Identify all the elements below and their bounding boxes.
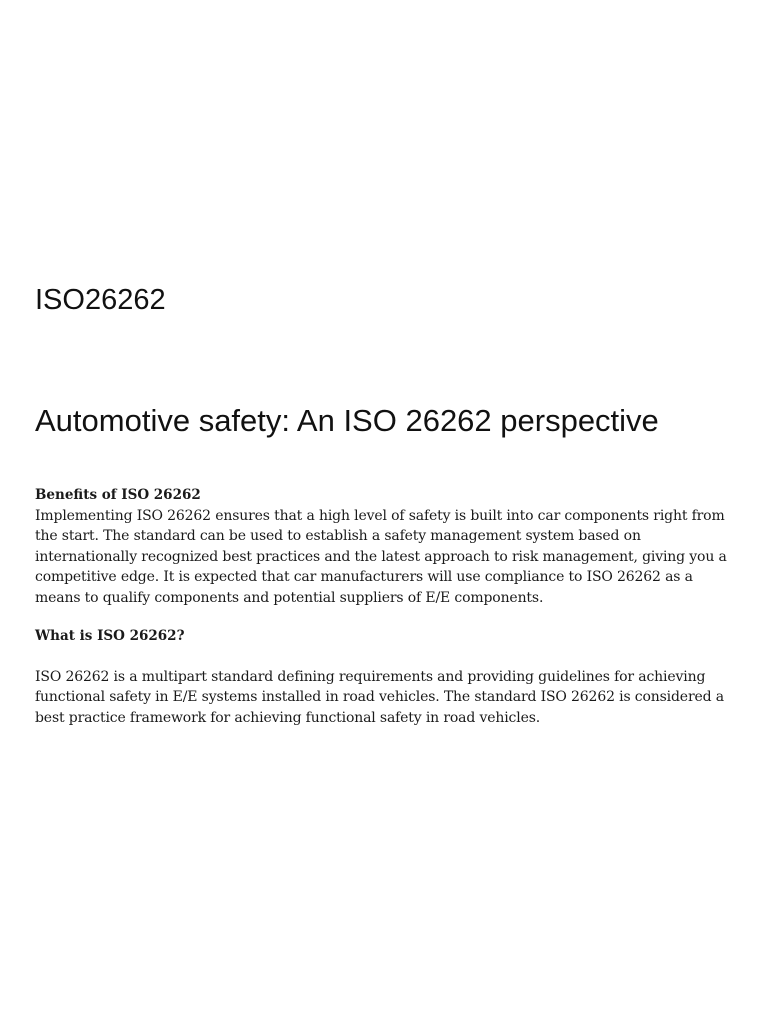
spacer	[35, 608, 740, 626]
section-benefits	[35, 485, 740, 608]
section-heading: What is ISO 26262?	[35, 628, 185, 644]
section-heading: Benefits of ISO 26262	[35, 487, 201, 503]
page-subtitle: Automotive safety: An ISO 26262 perspective	[35, 403, 659, 438]
section-what-is	[35, 626, 740, 728]
section-paragraph: Implementing ISO 26262 ensures that a high level of safety is built into car components right from the start. The standard can be used to establish a safety management system based on internationally recognized best practices and the latest approach to risk management, giving you a competitive edge. It is expected that car manufacturers will use compliance to ISO 26262 as a means to qualify components and potential suppliers of E/E components.	[35, 507, 727, 606]
section-paragraph: ISO 26262 is a multipart standard defining requirements and providing guidelines for achieving functional safety in E/E systems installed in road vehicles. The standard ISO 26262 is considered a best practice framework for achieving functional safety in road vehicles.	[35, 668, 724, 726]
page-title: ISO26262	[35, 284, 166, 316]
document-body	[35, 485, 740, 728]
spacer	[35, 647, 740, 667]
